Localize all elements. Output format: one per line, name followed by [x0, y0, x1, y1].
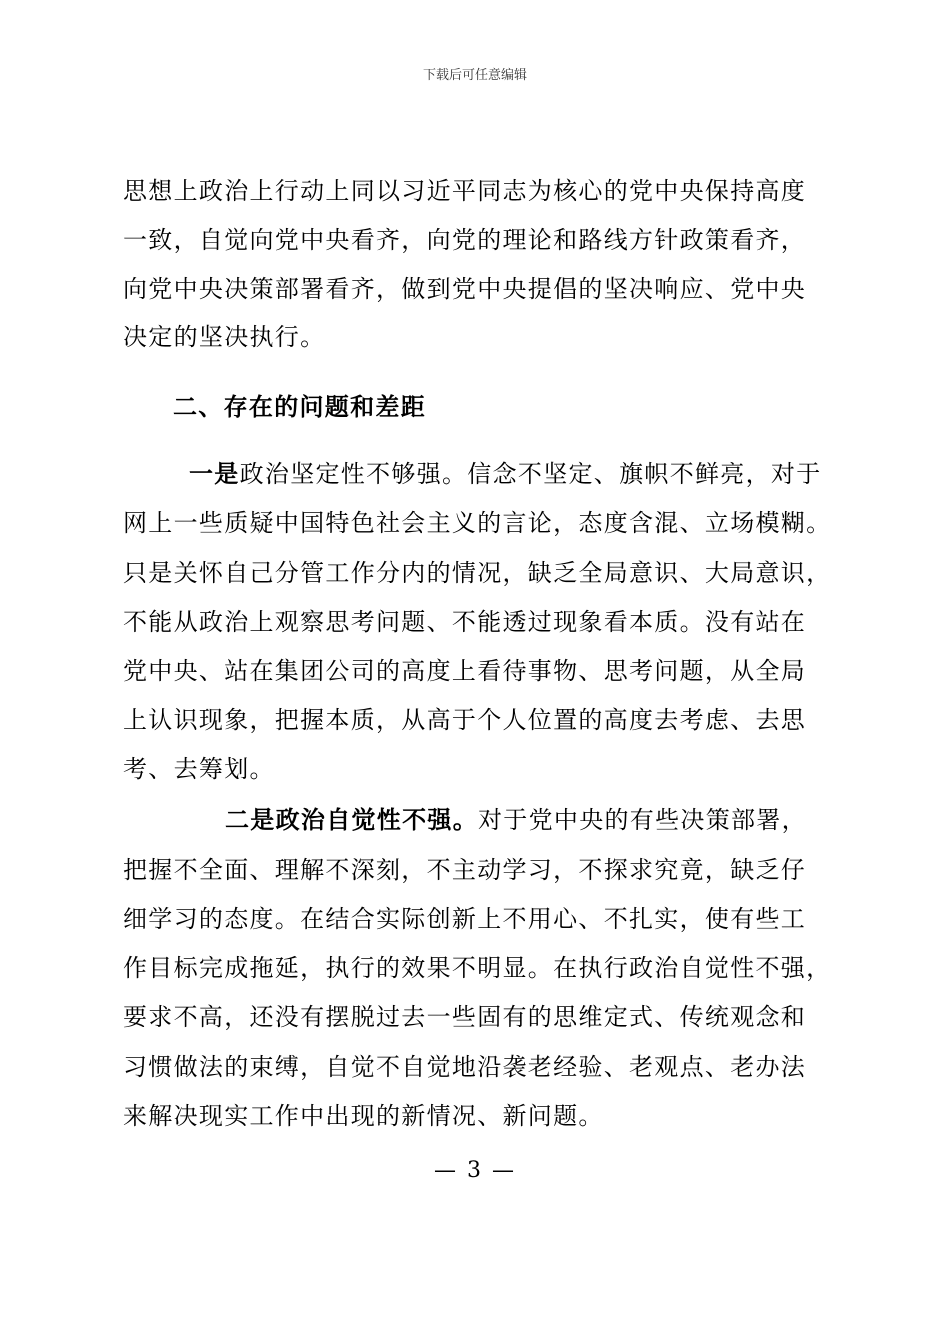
- body-text-line: 一致，自觉向党中央看齐，向党的理论和路线方针政策看齐，: [123, 226, 807, 254]
- body-text-line: [189, 459, 822, 489]
- body-text-line: 作目标完成拖延，执行的效果不明显。在执行政治自觉性不强，: [123, 954, 832, 982]
- bold-lead: 二是政治自觉性不强。: [225, 805, 478, 834]
- body-text-line: 网上一些质疑中国特色社会主义的言论，态度含混、立场模糊。: [123, 509, 832, 537]
- body-text-line: 细学习的态度。在结合实际创新上不用心、不扎实，使有些工: [123, 905, 807, 933]
- body-text-line: [225, 805, 807, 835]
- body-text-line: 习惯做法的束缚，自觉不自觉地沿袭老经验、老观点、老办法: [123, 1053, 807, 1081]
- body-text-line: 党中央、站在集团公司的高度上看待事物、思考问题，从全局: [123, 657, 807, 685]
- body-text-line: 不能从政治上观察思考问题、不能透过现象看本质。没有站在: [123, 608, 807, 636]
- body-text-line: 只是关怀自己分管工作分内的情况，缺乏全局意识、大局意识，: [123, 559, 832, 587]
- page-number: — 3 —: [434, 1158, 516, 1183]
- bold-lead: 一是: [189, 459, 240, 488]
- section-heading: 二、存在的问题和差距: [173, 392, 426, 421]
- body-text-span: 对于党中央的有些决策部署，: [478, 806, 807, 834]
- body-text-line: 向党中央决策部署看齐，做到党中央提倡的坚决响应、党中央: [123, 275, 807, 303]
- body-text-line: 来解决现实工作中出现的新情况、新问题。: [123, 1102, 604, 1130]
- body-text-line: 决定的坚决执行。: [123, 323, 326, 351]
- body-text-line: 把握不全面、理解不深刻，不主动学习，不探求究竟，缺乏仔: [123, 856, 807, 884]
- body-text-line: 上认识现象，把握本质，从高于个人位置的高度去考虑、去思: [123, 706, 807, 734]
- body-text-line: 思想上政治上行动上同以习近平同志为核心的党中央保持高度: [123, 177, 807, 205]
- body-text-span: 政治坚定性不够强。信念不坚定、旗帜不鲜亮，对于: [239, 460, 822, 488]
- body-text-line: 要求不高，还没有摆脱过去一些固有的思维定式、传统观念和: [123, 1003, 807, 1031]
- page-header: 下载后可任意编辑: [422, 68, 527, 83]
- body-text-line: 考、去筹划。: [123, 755, 275, 783]
